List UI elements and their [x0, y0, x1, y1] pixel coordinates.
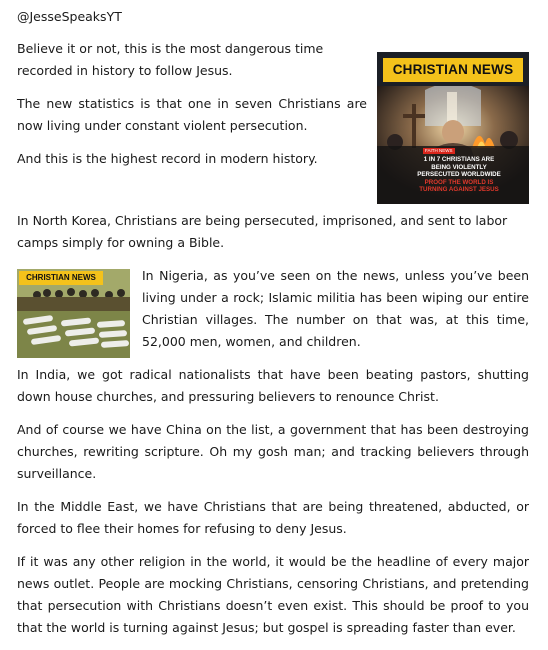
author-handle: @JesseSpeaksYT [17, 9, 122, 24]
post [17, 6, 529, 650]
faith-news-tag: FAITH NEWS [425, 148, 453, 153]
paragraph-5: In Nigeria, as you’ve seen on the news, unless you’ve been living under a rock; Islamic militia has been wiping our entire Christian villages. The number on that was, at this time, 52,000 men, women, and children. [142, 268, 529, 349]
thumbnail-caption: 1 IN 7 CHRISTIANS ARE BEING VIOLENTLY PERSECUTED WORLDWIDE PROOF THE WORLD IS TURNING AGAINST JESUS [417, 156, 501, 193]
christian-news-thumbnail-top[interactable] [377, 52, 529, 204]
christian-news-banner: CHRISTIAN NEWS [383, 58, 523, 82]
christian-news-thumbnail-left[interactable] [17, 269, 130, 358]
christian-news-banner-small: CHRISTIAN NEWS [19, 271, 103, 285]
paragraph-9: If it was any other religion in the world, it would be the headline of every major news outlet. People are mocking Christians, censoring Christians, and pretending that persecution with Christians doesn’t even exist. This should be proof to you that the world is turning against Jesus; but gospel is spreading faster than ever. [17, 554, 529, 635]
paragraph-2: The new statistics is that one in seven Christians are now living under constant violent persecution. [17, 96, 367, 133]
paragraph-4: In North Korea, Christians are being persecuted, imprisoned, and sent to labor camps simply for owning a Bible. [17, 213, 508, 250]
paragraph-1: Believe it or not, this is the most dangerous time recorded in history to follow Jesus. [17, 41, 324, 78]
paragraph-8: In the Middle East, we have Christians that are being threatened, abducted, or forced to flee their homes for refusing to deny Jesus. [17, 499, 529, 536]
paragraph-3: And this is the highest record in modern history. [17, 151, 318, 166]
paragraph-7: And of course we have China on the list, a government that has been destroying churches, rewriting scripture. Oh my gosh man; and tracking believers through surveillance. [17, 422, 529, 481]
paragraph-6: In India, we got radical nationalists that have been beating pastors, shutting down house churches, and pressuring believers to renounce Christ. [17, 367, 529, 404]
